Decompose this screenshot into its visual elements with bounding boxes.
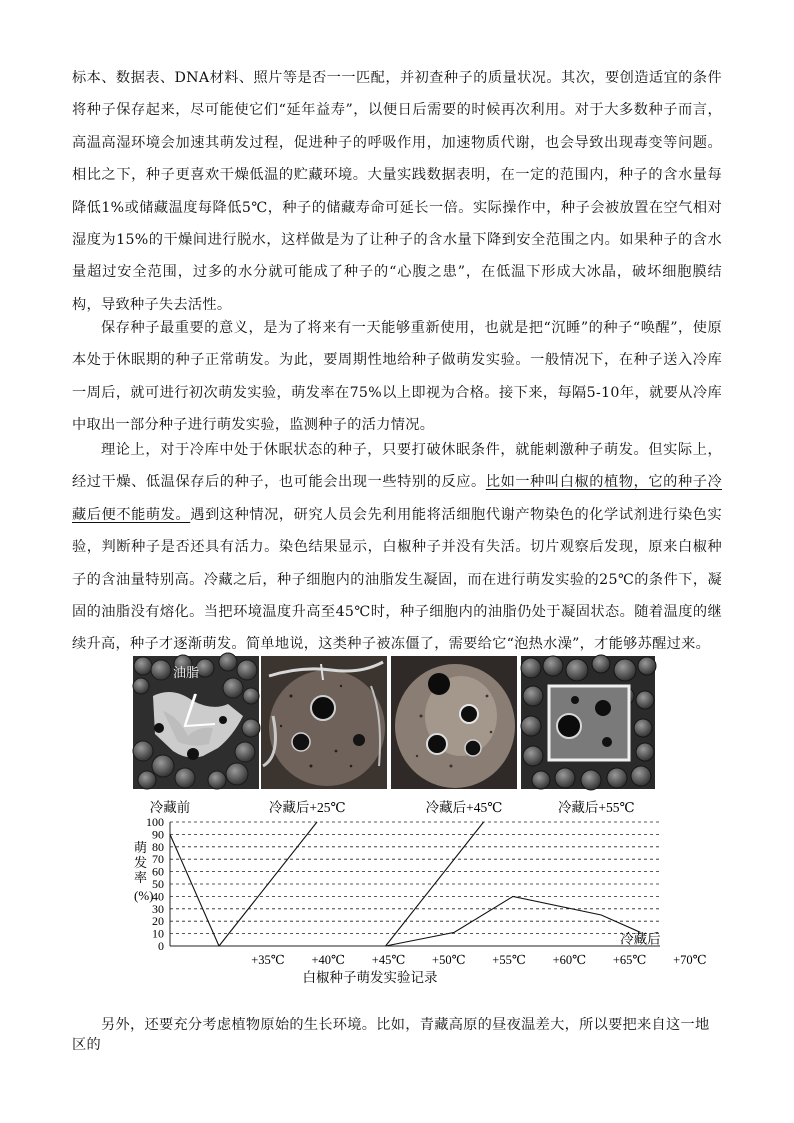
micrograph-cold-55c bbox=[521, 656, 655, 789]
y-axis-label: 萌 发 率 (%) bbox=[134, 840, 154, 903]
x-tick-label: +70℃ bbox=[673, 953, 707, 967]
y-tick-label: 80 bbox=[152, 839, 164, 854]
x-tick-label: +45℃ bbox=[371, 953, 406, 967]
series-labels bbox=[150, 799, 661, 946]
x-axis bbox=[251, 953, 706, 967]
paragraph-1 bbox=[72, 62, 722, 321]
paragraph-3-text-a: 理论上，对于冷库中处于休眠状态的种子，只要打破休眠条件，就能刺激种子萌发。但实际上，经过干燥、低温保存后的种子，也可能会出现一些特别的反应。 bbox=[72, 442, 722, 491]
y-tick-label: 50 bbox=[152, 877, 164, 891]
paragraph-4-text: 另外，还要充分考虑植物原始的生长环境。比如，青藏高原的昼夜温差大，所以要把来自这一地区的 bbox=[72, 1017, 710, 1053]
y-tick-label: 20 bbox=[152, 914, 164, 929]
series-label: 冷藏后+55℃ bbox=[557, 800, 635, 816]
x-tick-label: +50℃ bbox=[432, 953, 466, 967]
germination-chart bbox=[120, 792, 707, 988]
y-tick-label: 10 bbox=[152, 926, 164, 941]
paragraph-2 bbox=[72, 312, 722, 442]
series-label: 冷藏后+45℃ bbox=[425, 800, 503, 816]
paragraph-4 bbox=[72, 1014, 722, 1054]
x-tick-label: +55℃ bbox=[492, 953, 526, 967]
paragraph-1-text: 标本、数据表、DNA材料、照片等是否一一匹配，并初查种子的质量状况。其次，要创造适宜的条件将种子保存起来，尽可能使它们“延年益寿”，以便日后需要的时候再次利用。对于大多数种子而言，高温高湿环境会加速其萌发过程，促进种子的呼吸作用，加速物质代谢，也会导致出现毒变等问题。相比之下，种子更喜欢干燥低温的贮藏环境。大量实践数据表明，在一定的范围内，种子的含水量每降低1%或储藏温度每降低5℃，种子的储藏寿命可延长一倍。实际操作中，种子会被放置在空气相对湿度为15%的干燥间进行脱水，这样做是为了让种子的含水量下降到安全范围之内。如果种子的含水量超过安全范围，过多的水分就可能成了种子的“心腹之患”，在低温下形成大冰晶，破坏细胞膜结构，导致种子失去活性。 bbox=[72, 70, 722, 313]
y-tick-label: 100 bbox=[146, 815, 164, 829]
series-label: 冷藏前 bbox=[149, 800, 191, 816]
y-tick-label: 60 bbox=[152, 864, 164, 879]
micrograph-cold-25c bbox=[261, 656, 387, 789]
chart-grid bbox=[170, 822, 660, 946]
y-tick-label: 40 bbox=[152, 889, 164, 904]
paragraph-3-text-b: 遇到这种情况，研究人员会先利用能将活细胞代谢产物染色的化学试剂进行染色实验，判断种子是否还具有活力。染色结果显示，白椒种子并没有失活。切片观察后发现，原来白椒种子的含油量特别高。冷藏之后，种子细胞内的油脂发生凝固，而在进行萌发实验的25℃的条件下，凝固的油脂没有熔化。当把环境温度升高至45℃时，种子细胞内的油脂仍处于凝固状态。随着温度的继续升高，种子才逐渐萌发。简单地说，这类种子被冻僵了，需要给它“泡热水澡”，才能够苏醒过来。 bbox=[72, 506, 722, 653]
x-tick-label: +60℃ bbox=[552, 953, 587, 967]
seed-micrograph-strip bbox=[133, 656, 655, 789]
x-tick-label: +35℃ bbox=[251, 953, 285, 967]
x-tick-label: +40℃ bbox=[311, 953, 346, 967]
series-label: 冷藏后 bbox=[620, 931, 661, 947]
y-tick-label: 90 bbox=[152, 827, 164, 842]
y-tick-label: 70 bbox=[152, 852, 164, 867]
series-line bbox=[170, 834, 219, 946]
x-tick-label: +65℃ bbox=[612, 953, 647, 967]
series-label: 冷藏后+25℃ bbox=[268, 800, 346, 816]
oil-annotation-label: 油脂 bbox=[173, 666, 200, 681]
chart-caption: 白椒种子萌发实验记录 bbox=[302, 970, 438, 985]
y-tick-label: 30 bbox=[152, 901, 164, 916]
paragraph-3-underlined-text: 比如一种叫白椒的植物，它的种子冷藏后便不能萌发。 bbox=[72, 474, 722, 523]
micrograph-cold-45c bbox=[391, 656, 517, 789]
paragraph-2-text: 保存种子最重要的意义，是为了将来有一天能够重新使用，也就是把“沉睡”的种子“唤醒”，使原本处于休眠期的种子正常萌发。为此，要周期性地给种子做萌发实验。一般情况下，在种子送入冷库一周后，就可进行初次萌发实验，萌发率在75%以上即视为合格。接下来，每隔5-10年，就要从冷库中取出一部分种子进行萌发实验，监测种子的活力情况。 bbox=[72, 320, 722, 434]
paragraph-3 bbox=[72, 434, 722, 661]
y-tick-label: 0 bbox=[158, 939, 164, 953]
